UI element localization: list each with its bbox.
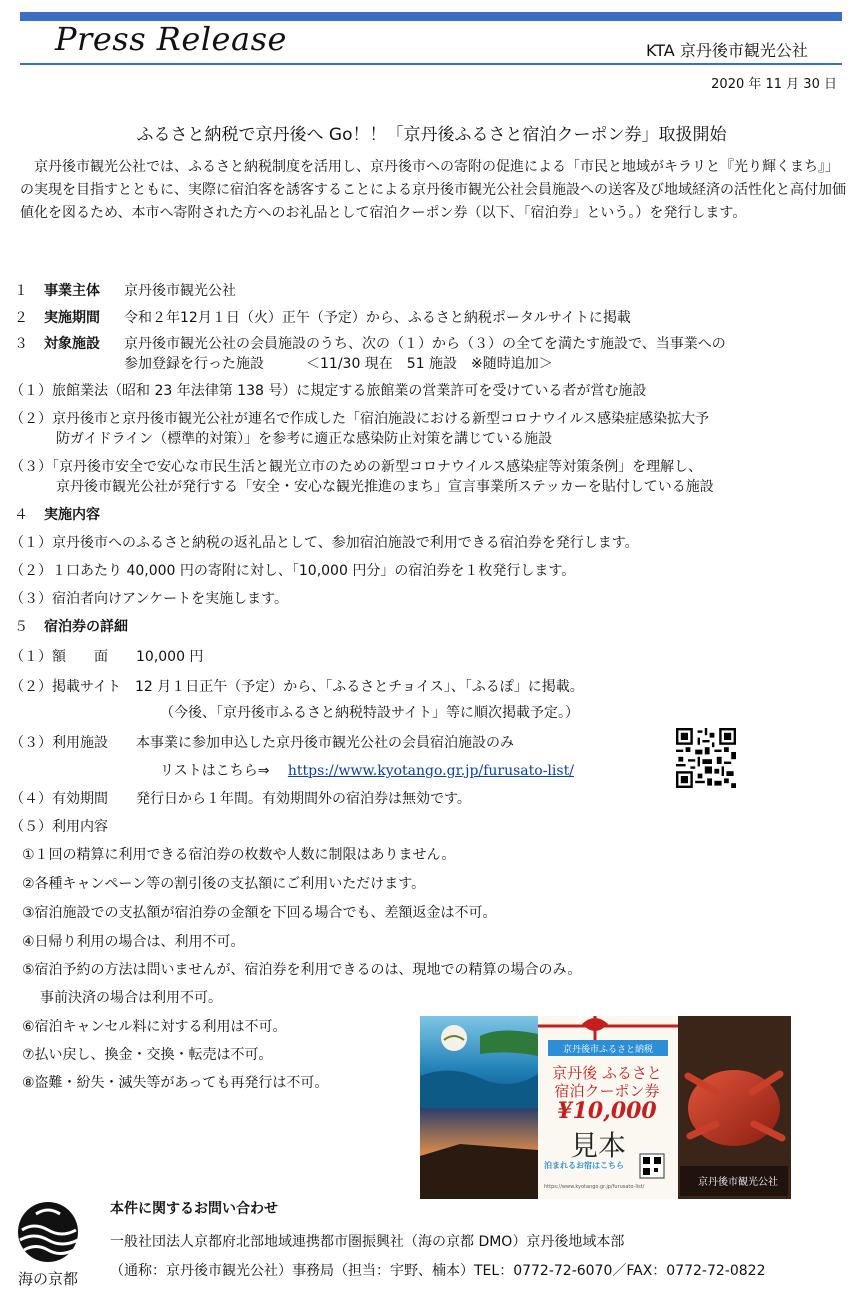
condition-3: （３）「京丹後市安全で安心な市民生活と観光立市のための新型コロナウイルス感染症等対策条例」を理解し、	[10, 459, 703, 475]
wave-logo-icon	[14, 1200, 86, 1264]
content-item-1: （１）京丹後市へのふるさと納税の返礼品として、参加宿泊施設で利用できる宿泊券を発行します。	[10, 535, 639, 551]
condition-2: （２）京丹後市と京丹後市観光公社が連名で作成した「宿泊施設における新型コロナウイルス感染症感染拡大予	[10, 411, 710, 427]
detail-face-value: （１）額 面 10,000 円	[10, 649, 204, 665]
detail-validity: （４）有効期間 発行日から１年間。有効期間外の宿泊券は無効です。	[10, 791, 471, 807]
content-item-2: （２）１口あたり 40,000 円の寄附に対し、「10,000 円分」の宿泊券を１枚発行します。	[10, 563, 576, 579]
section-number: １	[14, 283, 28, 299]
section-number: ２	[14, 310, 28, 326]
qr-code-icon[interactable]	[676, 728, 736, 788]
coupon-name-2: 宿泊クーポン券	[554, 1082, 660, 1100]
coupon-sample-image	[420, 1016, 791, 1199]
inquiry-heading: 本件に関するお問い合わせ	[110, 1201, 278, 1217]
rule-1: ①１回の精算に利用できる宿泊券の枚数や人数に制限はありません。	[22, 847, 456, 863]
release-date: 2020 年 11 月 30 日	[711, 77, 837, 92]
condition-1: （１）旅館業法（昭和 23 年法律第 138 号）に規定する旅館業の営業許可を受けている者が営む施設	[10, 383, 647, 399]
rule-5-cont: 事前決済の場合は利用不可。	[40, 990, 222, 1006]
detail-facilities: （３）利用施設 本事業に参加申込した京丹後市観光公社の会員宿泊施設のみ	[10, 735, 514, 751]
coupon-amount: ¥10,000	[557, 1098, 657, 1124]
section-3	[14, 334, 726, 354]
press-release-title: Press Release	[55, 20, 287, 58]
section-text: 京丹後市観光公社	[124, 283, 236, 299]
rule-2: ②各種キャンペーン等の割引後の支払額にご利用いただけます。	[22, 876, 426, 892]
inquiry-contact: （通称：京丹後市観光公社）事務局（担当：宇野、楠本）TEL：0772-72-6070／FAX：0772-72-0822	[110, 1263, 766, 1279]
coupon-issuer: 京丹後市観光公社	[698, 1177, 778, 1188]
section-5	[14, 617, 128, 637]
section-label: 対象施設	[44, 336, 100, 352]
coupon-tag: 泊まれるお宿はこちら	[544, 1161, 624, 1170]
section-label: 実施内容	[44, 507, 100, 523]
facility-list-link[interactable]: https://www.kyotango.gr.jp/furusato-list/	[287, 763, 574, 779]
facility-list-row	[160, 761, 574, 781]
rule-8: ⑧盗難・紛失・滅失等があっても再発行は不可。	[22, 1075, 329, 1091]
section-label: 実施期間	[44, 310, 100, 326]
coupon-name-1: 京丹後 ふるさと	[552, 1064, 662, 1082]
section-text: 京丹後市観光公社の会員施設のうち、次の（１）から（３）の全てを満たす施設で、当事業への	[124, 336, 726, 352]
detail-usage: （５）利用内容	[10, 819, 108, 835]
rule-5: ⑤宿泊予約の方法は問いませんが、宿泊券を利用できるのは、現地での精算の場合のみ。	[22, 962, 582, 978]
inquiry-organization: 一般社団法人京都府北部地域連携都市圏振興社（海の京都 DMO）京丹後地域本部	[110, 1234, 625, 1250]
coupon-url: https://www.kyotango.gr.jp/furusato-list/	[544, 1184, 645, 1190]
section-number: ５	[14, 619, 28, 635]
section-label: 宿泊券の詳細	[44, 619, 128, 635]
headline: ふるさと納税で京丹後へ Go！！「京丹後ふるさと宿泊クーポン券」取扱開始	[136, 125, 727, 145]
section-4	[14, 505, 100, 525]
rule-6: ⑥宿泊キャンセル料に対する利用は不可。	[22, 1019, 287, 1035]
section-text: 令和２年12月１日（火）正午（予定）から、ふるさと納税ポータルサイトに掲載	[124, 310, 631, 326]
rule-4: ④日帰り利用の場合は、利用不可。	[22, 934, 245, 950]
section-label: 事業主体	[44, 283, 100, 299]
section-2	[14, 308, 631, 328]
organization-name: KTA 京丹後市観光公社	[646, 41, 808, 60]
detail-sites: （２）掲載サイト 12 月１日正午（予定）から、「ふるさとチョイス」、「ふるぽ」に掲載。	[10, 679, 584, 695]
coupon-ribbon-text: 京丹後市ふるさと納税	[562, 1045, 653, 1055]
section-3-line2: 参加登録を行った施設 ＜11/30 現在 51 施設 ※随時追加＞	[124, 356, 553, 372]
condition-3-cont: 京丹後市観光公社が発行する「安全・安心な観光推進のまち」宣言事業所ステッカーを貼付している施設	[56, 479, 714, 495]
rule-7: ⑦払い戻し、換金・交換・転売は不可。	[22, 1047, 273, 1063]
content-item-3: （３）宿泊者向けアンケートを実施します。	[10, 591, 289, 607]
section-1	[14, 281, 236, 301]
umi-no-kyoto-logo	[14, 1200, 86, 1286]
section-number: ４	[14, 507, 28, 523]
logo-text: 海の京都	[17, 1270, 78, 1288]
rule-3: ③宿泊施設での支払額が宿泊券の金額を下回る場合でも、差額返金は不可。	[22, 905, 497, 921]
facility-list-label: リストはこちら⇒	[160, 763, 270, 779]
coupon-sample-stamp: 見本	[570, 1129, 627, 1162]
condition-2-cont: 防ガイドライン（標準的対策）」を参考に適正な感染防止対策を講じている施設	[56, 431, 553, 447]
section-number: ３	[14, 336, 28, 352]
header-divider	[20, 63, 842, 65]
intro-paragraph: 京丹後市観光公社では、ふるさと納税制度を活用し、京丹後市への寄附の促進による「市民と地域がキラリと『光り輝くまち』」の実現を目指すとともに、実際に宿泊客を誘客することによる京丹後市観光公社会員施設への送客及び地域経済の活性化と高付加価値化を図るため、本市へ寄附された方へのお礼品として宿泊クーポン券（以下、「宿泊券」という。）を発行します。	[20, 159, 846, 221]
detail-sites-note: （今後、「京丹後市ふるさと納税特設サイト」等に順次掲載予定。）	[160, 705, 580, 721]
